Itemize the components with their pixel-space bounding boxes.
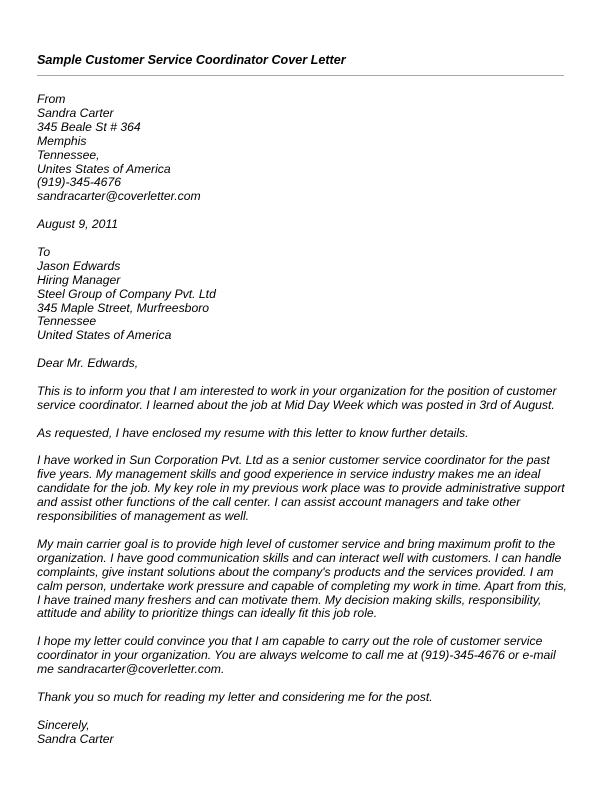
- paragraph-line: I hope my letter could convince you that I am capable to carry out the role of customer service: [37, 634, 543, 649]
- sender-country: Unites States of America: [37, 161, 171, 176]
- date-text: August 9, 2011: [37, 217, 119, 232]
- sender-label: From: [37, 92, 66, 106]
- recipient-street: 345 Maple Street, Murfreesboro: [37, 300, 210, 315]
- body-paragraph-1: [37, 385, 567, 413]
- paragraph-line: complaints, give instant solutions about the company's products and the services provided. I am: [37, 564, 554, 579]
- recipient-state: Tennessee: [37, 314, 97, 329]
- paragraph-line: attitude and ability to prioritize things can ideally fit this job role.: [37, 606, 378, 621]
- paragraph-line: responsibilities of management as well.: [37, 509, 250, 524]
- paragraph-line: service coordinator. I learned about the job at Mid Day Week which was posted in 3rd of August.: [37, 397, 555, 412]
- closing-text: Sincerely,: [37, 717, 90, 732]
- paragraph-line: organization. I have good communication skills and can interact well with customers. I can handle: [37, 550, 562, 565]
- paragraph-line: My main carrier goal is to provide high level of customer service and bring maximum profit to the: [37, 536, 556, 551]
- letter-date: [37, 218, 567, 232]
- title-divider: [37, 75, 564, 76]
- sender-city: Memphis: [37, 133, 87, 148]
- body-paragraph-6: [37, 691, 567, 705]
- paragraph-line: coordinator in your organization. You are always welcome to call me at (919)-345-4676 or e-mail: [37, 648, 556, 663]
- body-paragraph-4: [37, 538, 567, 621]
- letter-body: [37, 93, 567, 760]
- salutation: [37, 357, 567, 371]
- sender-email: sandracarter@coverletter.com: [37, 189, 201, 204]
- signature-name: Sandra Carter: [37, 731, 114, 746]
- paragraph-line: I have trained many freshers and can motivate them. My decision making skills, responsibility,: [37, 592, 542, 607]
- sender-phone: (919)-345-4676: [37, 175, 122, 190]
- recipient-title: Hiring Manager: [37, 272, 121, 287]
- body-paragraph-3: [37, 454, 567, 524]
- recipient-company: Steel Group of Company Pvt. Ltd: [37, 286, 216, 301]
- paragraph-line: As requested, I have enclosed my resume with this letter to know further details.: [37, 425, 469, 440]
- paragraph-line: candidate for the job. My key role in my previous work place was to provide administrative support: [37, 481, 565, 496]
- paragraph-line: I have worked in Sun Corporation Pvt. Ltd as a senior customer service coordinator for the past: [37, 453, 550, 468]
- paragraph-line: five years. My management skills and good experience in service industry makes me an ideal: [37, 467, 541, 482]
- recipient-address: [37, 246, 567, 343]
- body-paragraph-5: [37, 635, 567, 677]
- sender-address: [37, 93, 567, 204]
- sender-street: 345 Beale St # 364: [37, 119, 141, 134]
- document-title: Sample Customer Service Coordinator Cover Letter: [37, 53, 346, 67]
- paragraph-line: Thank you so much for reading my letter and considering me for the post.: [37, 689, 433, 704]
- salutation-text: Dear Mr. Edwards,: [37, 356, 139, 371]
- body-paragraph-2: [37, 427, 567, 441]
- sender-state: Tennessee,: [37, 147, 100, 162]
- paragraph-line: calm person, undertake work pressure and capable of completing my work in time. Apart from this,: [37, 578, 567, 593]
- sign-off: [37, 719, 567, 747]
- recipient-name: Jason Edwards: [37, 258, 121, 273]
- recipient-country: United States of America: [37, 328, 172, 343]
- paragraph-line: and assist other functions of the call center. I can assist account managers and take other: [37, 495, 521, 510]
- paragraph-line: This is to inform you that I am interested to work in your organization for the position of customer: [37, 383, 557, 398]
- recipient-label: To: [37, 244, 51, 259]
- paragraph-line: me sandracarter@coverletter.com.: [37, 662, 225, 677]
- sender-name: Sandra Carter: [37, 105, 114, 120]
